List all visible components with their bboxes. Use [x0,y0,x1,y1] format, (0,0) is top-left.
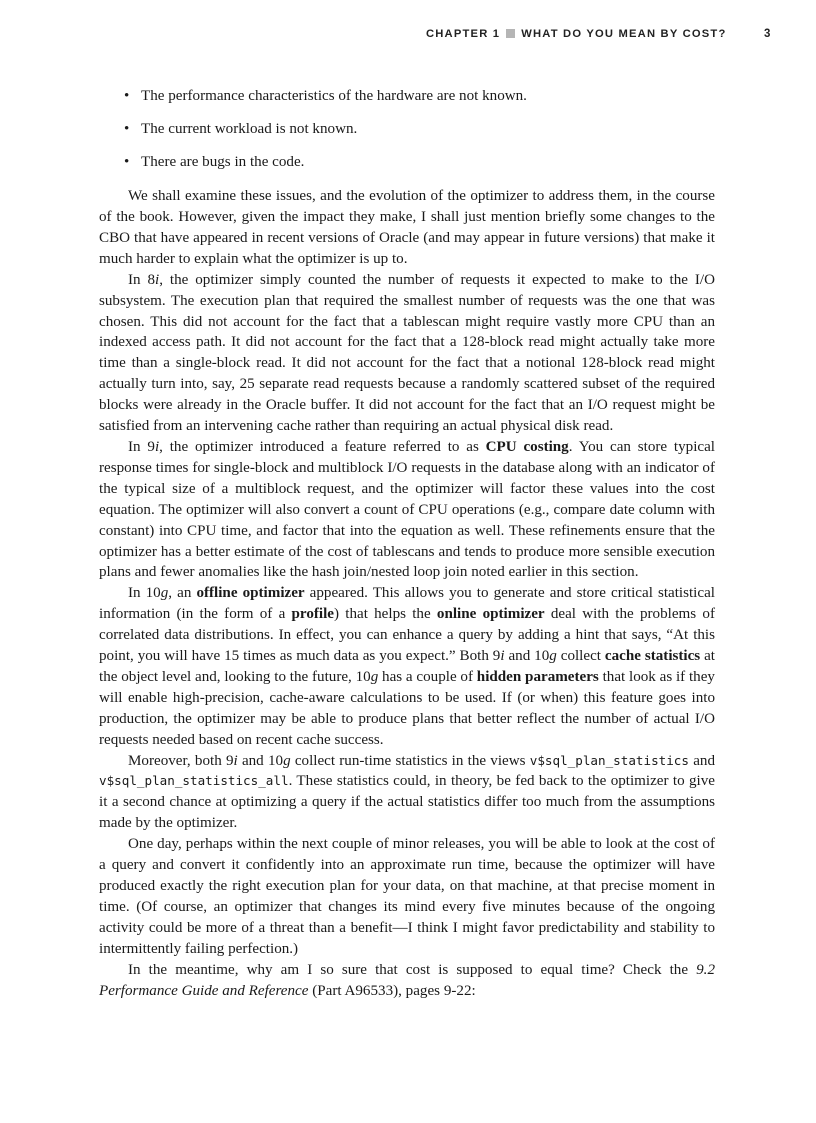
bullet-icon: • [124,121,130,138]
page-body [99,86,715,1001]
bullet-text: There are bugs in the code. [141,154,305,171]
chapter-title: WHAT DO YOU MEAN BY COST? [521,28,727,40]
code-view-name: v$sql_plan_statistics [529,752,689,768]
bullet-list [99,86,715,173]
term-cpu-costing: CPU costing [485,438,569,455]
list-item [99,152,715,173]
paragraph-9i: In 9i, the optimizer introduced a feature referred to as CPU costing. You can store typical response times for single-block and multiblock I/O requests in the database along with an indicator of the typical size of a multiblock request, and the optimizer will factor these values into the cost equation. The optimizer will also convert a count of CPU operations (e.g., compare date column with constant) into CPU time, and factor that into the equation as well. These refinements ensure that the optimizer has a better estimate of the cost of tablescans and tends to produce more sensible execution plans and fewer anomalies like the hash join/nested loop join noted earlier in this section. [99,438,715,581]
paragraph-10g: In 10g, an offline optimizer appeared. This allows you to generate and store critical statistical information (in the form of a profile) that helps the online optimizer deal with the problems of correlated data distributions. In effect, you can enhance a query by adding a hint that says, “At this point, you will have 15 times as much data as you expect.” Both 9i and 10g collect cache statistics at the object level and, looking to the future, 10g has a couple of hidden parameters that look as if they will enable high-precision, cache-aware calculations to be used. If (or when) this feature goes into production, the optimizer may be able to produce plans that better reflect the number of actual I/O requests needed based on recent cache success. [99,585,715,748]
page-number: 3 [764,28,771,40]
code-view-name: v$sql_plan_statistics_all [99,773,289,789]
term-hidden-parameters: hidden parameters [476,668,599,685]
term-offline-optimizer: offline optimizer [196,585,305,602]
separator-square-icon [506,29,515,38]
running-head [426,28,727,40]
list-item [99,86,715,107]
paragraph-runtime-statistics: Moreover, both 9i and 10g collect run-time statistics in the views v$sql_plan_statistics and v$sql_plan_statistics_all. These statistics could, in theory, be fed back to the optimizer to give it a second chance at optimizing a query if the actual statistics differ too much from the assumptions made by the optimizer. [99,752,715,832]
bullet-text: The performance characteristics of the hardware are not known. [141,88,527,104]
bullet-text: The current workload is not known. [141,121,358,138]
bullet-icon: • [124,88,130,104]
bullet-icon: • [124,154,130,171]
chapter-label: CHAPTER 1 [426,28,501,40]
term-profile: profile [291,606,334,623]
paragraph-intro: We shall examine these issues, and the evolution of the optimizer to address them, in the course of the book. However, given the impact they make, I shall just mention briefly some changes to the CBO that have appeared in recent versions of Oracle (and may appear in future versions) that make it much harder to explain what the optimizer is up to. [99,188,715,267]
paragraph-8i: In 8i, the optimizer simply counted the number of requests it expected to make to the I/O subsystem. The execution plan that required the smallest number of requests was the one that was chosen. This did not account for the fact that a tablescan might require vastly more CPU than an indexed access path. It did not account for the fact that a 128-block read might actually take more time than a single-block read. It did not account for the fact that a notional 128-block read might actually turn into, say, 25 separate read requests because a randomly scattered subset of the required blocks were already in the Oracle buffer. It did not account for the fact that an I/O request might be satisfied from an intervening cache rather than requiring an actual physical disk read. [99,271,715,435]
paragraph-one-day: One day, perhaps within the next couple of minor releases, you will be able to look at the cost of a query and convert it confidently into an approximate run time, because the optimizer will have produced exactly the right execution plan for your data, on that machine, at that precise moment in time. (Of course, an optimizer that changes its mind every five minutes because of the ongoing activity could be more of a threat than a benefit—I think I might favor predictability and stability to intermittently failing perfection.) [99,836,715,957]
term-online-optimizer: online optimizer [436,606,545,623]
term-cache-statistics: cache statistics [604,648,701,665]
list-item [99,119,715,140]
reference-title: 9.2 Performance Guide and Reference [99,961,715,999]
paragraph-meantime: In the meantime, why am I so sure that cost is supposed to equal time? Check the 9.2 Performance Guide and Reference (Part A96533), pages 9-22: [99,961,715,999]
